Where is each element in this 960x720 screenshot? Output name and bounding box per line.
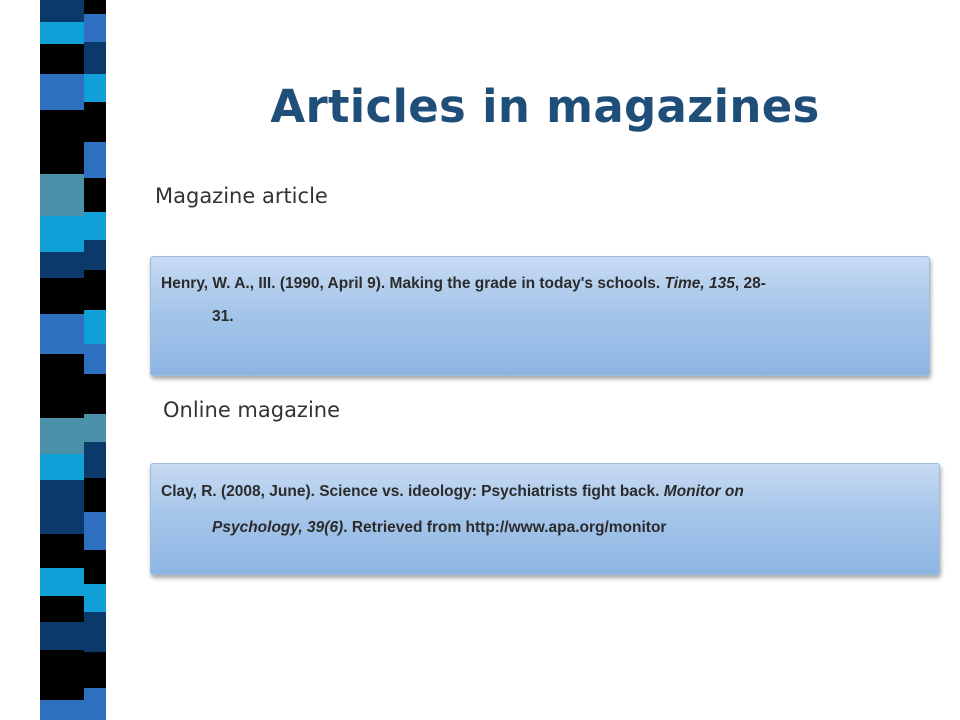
stripe-block-right	[84, 0, 106, 14]
stripe-block-right	[84, 310, 106, 344]
stripe-block-right	[84, 42, 106, 74]
stripe-block-right	[84, 550, 106, 584]
section-label-magazine-article: Magazine article	[155, 184, 328, 208]
stripe-block-right	[84, 74, 106, 102]
stripe-block-left	[40, 0, 84, 22]
stripe-block-left	[40, 216, 84, 252]
stripe-block-right	[84, 612, 106, 652]
reference-source-italic: Psychology, 39(6)	[212, 519, 344, 536]
stripe-block-left	[40, 74, 84, 110]
stripe-block-left	[40, 596, 84, 622]
stripe-block-right	[84, 414, 106, 442]
stripe-block-right	[84, 688, 106, 720]
stripe-block-left	[40, 278, 84, 314]
reference-line	[161, 474, 925, 510]
reference-pages-continued: 31.	[212, 308, 234, 325]
stripe-block-left	[40, 534, 84, 568]
stripe-block-left	[40, 700, 84, 720]
reference-pages-text: , 28-	[734, 275, 766, 292]
stripe-block-left	[40, 314, 84, 354]
stripe-block-right	[84, 512, 106, 550]
reference-author-text: Clay, R. (2008, June). Science vs. ideology: Psychiatrists fight back.	[161, 483, 664, 500]
stripe-block-right	[84, 344, 106, 374]
stripe-block-right	[84, 102, 106, 142]
reference-retrieval-text: . Retrieved from http://www.apa.org/monitor	[343, 519, 667, 536]
stripe-block-left	[40, 22, 84, 44]
stripe-block-right	[84, 240, 106, 270]
slide-title: Articles in magazines	[270, 80, 820, 133]
decorative-stripe-bar	[0, 0, 110, 720]
stripe-block-right	[84, 478, 106, 512]
stripe-block-right	[84, 142, 106, 178]
stripe-block-right	[84, 652, 106, 688]
stripe-block-left	[40, 480, 84, 534]
stripe-block-left	[40, 418, 84, 454]
reference-line-indented	[161, 300, 915, 333]
stripe-block-right	[84, 270, 106, 310]
stripe-block-left	[40, 622, 84, 650]
reference-author-text: Henry, W. A., III. (1990, April 9). Making the grade in today's schools.	[161, 275, 665, 292]
stripe-block-left	[40, 252, 84, 278]
stripe-block-left	[40, 568, 84, 596]
stripe-block-right	[84, 584, 106, 612]
stripe-block-left	[40, 454, 84, 480]
stripe-block-left	[40, 110, 84, 174]
stripe-block-right	[84, 442, 106, 478]
reference-line	[161, 267, 915, 300]
stripe-block-right	[84, 14, 106, 42]
reference-source-italic: Time, 135	[664, 275, 735, 292]
stripe-block-left	[40, 174, 84, 216]
stripe-block-left	[40, 354, 84, 418]
reference-line-indented	[161, 510, 925, 546]
reference-box-magazine	[150, 256, 930, 376]
stripe-block-right	[84, 178, 106, 212]
stripe-block-left	[40, 650, 84, 700]
reference-box-online	[150, 463, 940, 575]
stripe-block-right	[84, 212, 106, 240]
reference-source-italic: Monitor on	[663, 483, 744, 500]
stripe-block-left	[40, 44, 84, 74]
section-label-online-magazine: Online magazine	[163, 398, 341, 422]
stripe-block-right	[84, 374, 106, 414]
